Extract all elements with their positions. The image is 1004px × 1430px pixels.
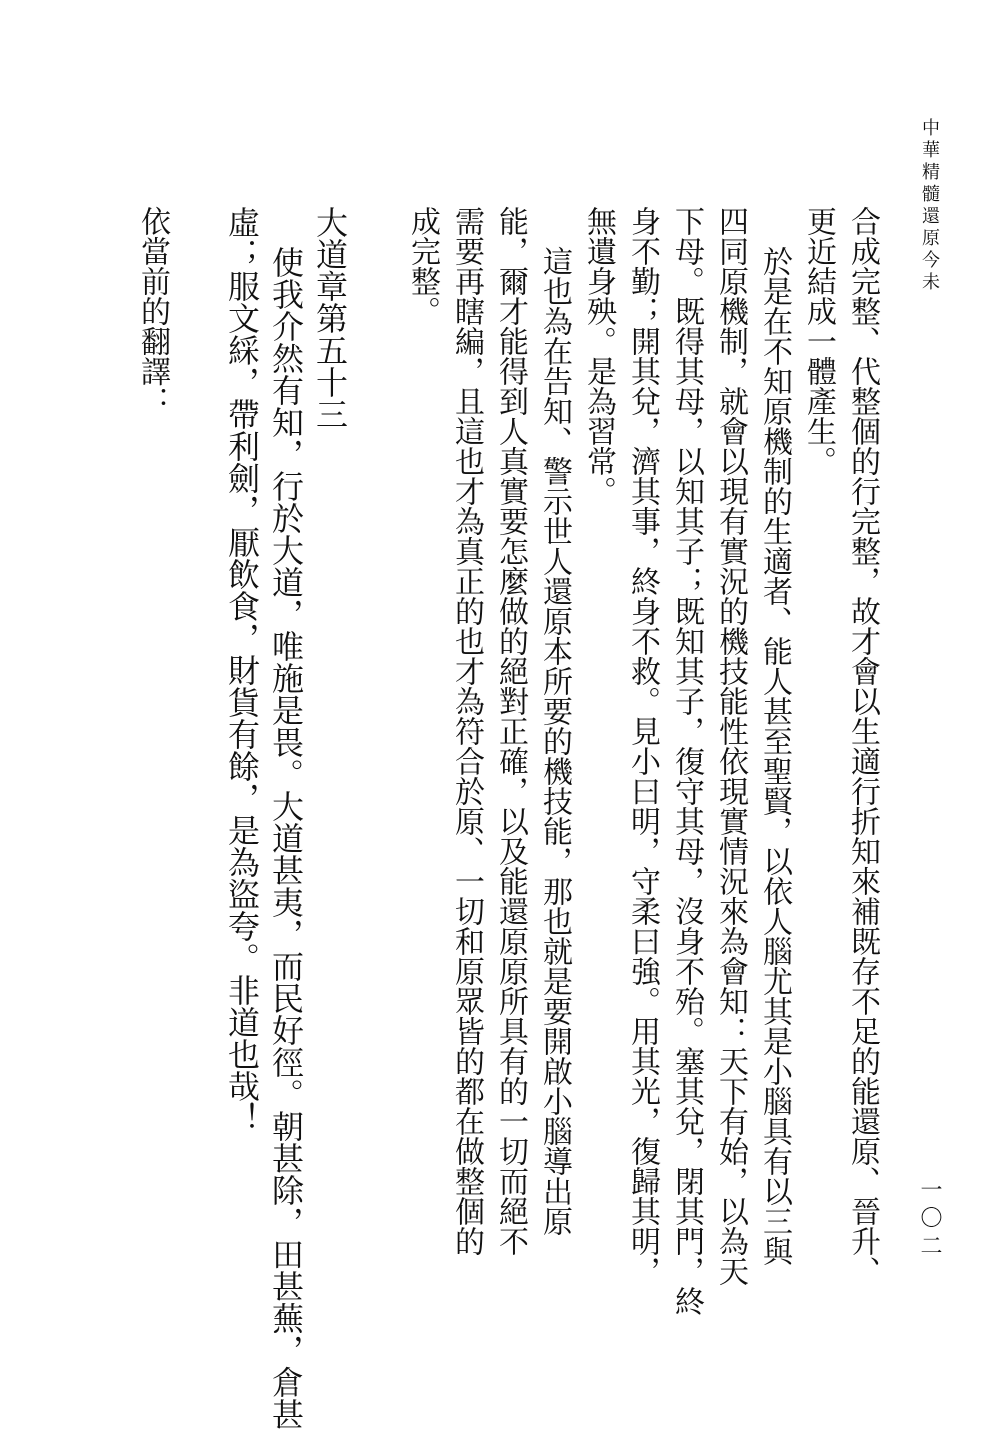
text-column: 身不勤；開其兌，濟其事，終身不救。見小曰明，守柔曰強。用其光，復歸其明， — [625, 206, 660, 1286]
text-column: 能，爾才能得到人真實要怎麼做的絕對正確，以及能還原原所具有的一切而絕不 — [493, 206, 528, 1256]
chapter-heading: 大道章第五十三 — [311, 206, 349, 430]
text-column: 無遺身殃。是為習常。 — [581, 206, 616, 506]
chapter-text: 虛；服文綵，帶利劍，厭飲食，財貨有餘，是為盜夸。非道也哉！ — [223, 206, 261, 1134]
text-column: 這也為在告知、警示世人還原本所要的機技能，那也就是要開啟小腦導出原 — [537, 246, 572, 1236]
text-column: 於是在不知原機制的生適者、能人甚至聖賢，以依人腦尤其是小腦具有以三與 — [757, 246, 792, 1266]
page-number: 一〇二 — [917, 1178, 942, 1262]
text-column: 下母。既得其母，以知其子；既知其子，復守其母，沒身不殆。塞其兌，閉其門，終 — [669, 206, 704, 1316]
text-column: 更近結成一體產生。 — [801, 206, 836, 476]
book-title: 中華精髓還原今未 — [919, 118, 940, 294]
text-column: 四同原機制，就會以現有實況的機技能性依現實情況來為會知：天下有始，以為天 — [713, 206, 748, 1286]
text-column: 合成完整、代整個的行完整，故才會以生適行折知來補既存不足的能還原、晉升、 — [845, 206, 880, 1286]
text-column: 需要再瞎編，且這也才為真正的也才為符合於原、一切和原眾皆的都在做整個的 — [449, 206, 484, 1256]
text-column: 成完整。 — [405, 206, 440, 326]
translation-label: 依當前的翻譯： — [135, 206, 170, 416]
chapter-text: 使我介然有知，行於大道，唯施是畏。大道甚夷，而民好徑。朝甚除，田甚蕪，倉甚 — [267, 246, 305, 1430]
